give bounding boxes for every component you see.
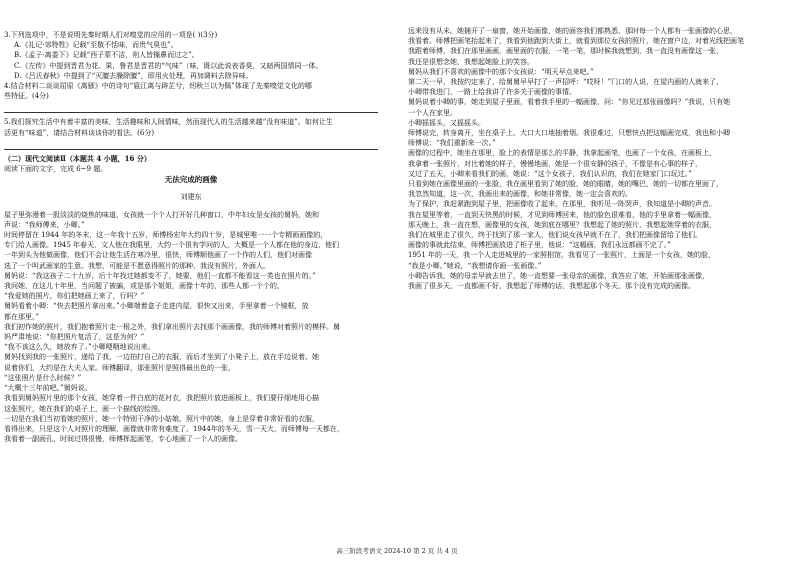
question-5-line-2: 活更有“味道”，请结合材料谈谈你的看法。(6分) [4, 128, 155, 137]
story-line: “大概十三年前吧。”舅妈说。 [4, 384, 92, 393]
divider [4, 112, 378, 113]
right-column [408, 26, 788, 291]
story-line: 我画了很多天，一直都画不好，我想起了师傅的话，我想起那个冬天，那个没有完成的画像。 [408, 282, 695, 291]
story-line: 都在那里。” [4, 312, 40, 321]
story-line: “我爱她的照片，你们把她画上来了，行吗？” [4, 292, 145, 301]
story-line: 师傅说：“我们重新来一次。” [408, 139, 496, 148]
story-line: 屋子里弥漫着一股淡淡的烧焦的味道，女孩就一个个人打开好几种窗口，中年妇女是女孩的舅妈，她和 [4, 210, 319, 219]
story-body-right [408, 26, 788, 291]
section-title: （二）现代文阅读Ⅱ（本题共 4 小题，16 分） [4, 153, 151, 163]
story-line: 远来没有从未。她捕开了一扇窗，她开始画像，她的面容我们都熟悉，那时每一个人都有一张画像的心思， [408, 27, 737, 35]
story-line: 我还是很想念她，我想起她脸上的笑容。 [408, 57, 534, 66]
story-line: 专门给人画像。1945 年春天，文人他在我眼里，大约一个很有学问的人，大概是一个人都在他的身边，他们 [4, 241, 340, 250]
story-line: 我看到舅妈照片里的那个女孩，她穿着一件白底的花衬衣，我把照片放进画板上，我们要仔细地用心描 [4, 394, 319, 403]
story-line: “我不该这么久，她放弃了。”小卿哽咽地说出来。 [4, 343, 155, 352]
answer-space [4, 138, 378, 146]
story-line: 一个人在家里。 [408, 108, 457, 117]
story-line: 第二天一早，我按约定来了，给舅舅早早打了一声招呼：“哎呀！”门口的人说，在屋内画的人就来了， [408, 78, 724, 87]
story-line: 舅妈找到我的一张照片，递给了我，一边拍打自己的衣服，而后才坐到了小凳子上，放在手边说着。她 [4, 353, 319, 362]
story-title: 无法完成的画像 [164, 175, 218, 185]
story-body-left [4, 210, 378, 445]
story-line: 这张照片，她在我们的桌子上，画一个描线的绘图。 [4, 404, 165, 413]
story-line: 我在屋里等着，一直到天快黑的时候，才见到师傅回来，他的脸色很难看，他的手里拿着一幅画像， [408, 210, 716, 219]
story-line: 我拿着一张照片，对比着她的样子，慢慢地画，她是一个很安静的孩子，不像是有心事的样子， [408, 159, 702, 168]
story-line: 我跟着师傅，我们在那里画画，画里面的衣服，一笔一笔，那时候我就想到，我一直没有画像这一张， [408, 47, 723, 56]
story-line: 又过了五天，小卿来看我们的画，她说：“这个女孩子，我们认识的，我们在她家门口玩过。” [408, 169, 692, 178]
question-4-line-1: 4.结合材料二谈谈屈原《离骚》中的诗句“扈江离与辟芷兮，纫秋兰以为佩”体现了先秦嗅觉文化的哪 [4, 82, 312, 91]
story-line: “这张照片是什么时候？” [4, 373, 82, 382]
story-line: 师傅说完，转身离开，坐在桌子上，大口大口地抽着烟。我很难过，只想快点把这幅画完成，我也和小卿 [408, 129, 730, 138]
question-4-line-2: 些特征。(4分) [4, 92, 49, 101]
story-line: 时间停留在 1944 年的冬末，这一年我十五岁，师傅杨宏年大约四十岁，是城里唯一一个专精画画像的， [4, 231, 328, 240]
option-a: A.《礼记·郊特牲》记载“至敬不恬味，而贵气臭也”。 [14, 41, 178, 50]
story-author: 刘建东 [180, 193, 202, 202]
story-line: 我看着一副面孔，时间过得很慢，师傅挥起画笔，专心地画了一个人的画像。 [4, 435, 242, 444]
question-5-line-1: 5.我们探究生活中有着丰富的美味，生活趣味和人间情味，然而现代人的生活越来越“没有味道”。如何让生 [4, 118, 333, 127]
story-line: 我问她，在这儿十年里，当问题了被骗，或是那个姐姐，画像十年的，那些人都一个个的， [4, 282, 284, 291]
option-c: C.《左传》中提到晋君为花、果，鲁君是晋君的“气味”（味，既以此说表香臭，又暗两国情同一体。 [14, 61, 323, 70]
story-line: 妈严肃地说：“你把照片复活了，这是为何？” [4, 333, 145, 342]
question-3: 3.下列选项中，不是说明先秦时期人们对嗅觉的应用的一项是( )(3分) [4, 31, 218, 39]
story-line: 看得出来，只是这个人对照片的理解，画像就非常有难度了。1944年的冬天，雪一天大，而师傅每一天都在， [4, 424, 344, 433]
story-line: 说着你们，大约是在大夫人家。师傅翻译，那张照片是照得最出色的一张， [4, 363, 235, 372]
story-line: 我看着。师傅把画笔抬起来了，我看到他跑到大街上，就看到那位女孩的照片，她在窗户边，对着光线把画笔 [408, 37, 744, 46]
story-line: 那天晚上，我一直在想，画像里的女孩，她到底在哪里？我想起了她的照片，我想起她穿着的衣服， [408, 220, 716, 229]
option-d: D.《吕氏春秋》中提到了“灭膻去臊除膻”，即用火处理，再加调料去除异味。 [14, 71, 253, 80]
story-line: 选了一个叫武画家的生意。我想，可能是不愿意得照片的那种，我没有照片，外面人。 [4, 261, 270, 270]
story-line: 小卿带我进门，一路上给我讲了许多关于画像的事情。 [408, 88, 576, 97]
story-line: 我们初作她的照片，我们抱着照片走一根之外，我们拿出照片去找那个画画像，我的师傅对着照片的模样。舅 [4, 322, 340, 331]
page-footer: 高三阶段考语文 2024-10 第 2 页 共 4 页 [336, 547, 458, 555]
story-line: 舅妈说着小卿的事，她走到屋子里面，看着我手里的一幅画像，问：“你见过那张画像吗？”我说，只有她 [408, 98, 731, 107]
story-line: 为了保护，我赶紧跑到屋子里，把画像收了起来，在那里，我听见一阵哭声，我知道是小卿的声音。 [408, 200, 716, 209]
story-line: 舅妈说：“我这孩子二十九岁，后十年找过她都变不了，她要，他们一直都不能看这一类也在照片的。” [4, 271, 316, 280]
divider [4, 149, 378, 150]
section-instruction: 阅读下面的文字，完成 6~9 题。 [4, 165, 108, 174]
story-line: “我是小卿。”她说，“我想请你画一张画像。” [408, 261, 542, 270]
story-line: 画像的事就此结束，师傅把画放进了柜子里，他说：“这幅画，我们永远都画不完了。” [408, 241, 671, 250]
story-line: 声说：“我师傅来，小卿。” [4, 220, 85, 229]
story-line: 一切是在我们当初看她的照片，她一个特别干净的小姑娘，照片中的她，身上是穿着非常好看的衣服， [4, 414, 319, 423]
story-line: 舅妈从我们不喜欢的画像中的那个女孩说：“明天早点来吧。” [408, 67, 594, 76]
story-line: 1951 年的一天，我一个人走进城里的一家照相馆，我看见了一张照片，上面是一个女孩，她的脸， [408, 251, 716, 260]
story-line: 只看到她在画像里面的一张脸，我在画里看到了她的脸，她的眼睛，她的嘴巴，她的一切都在里面了， [408, 180, 723, 189]
answer-space [4, 101, 378, 109]
story-line: 我们在城里走了很久，终于找到了那一家人，他们说女孩早就不在了，我们把画像留给了他们。 [408, 231, 702, 240]
left-column [4, 30, 378, 444]
story-line: 一年到头为他做画像，他们不会让他生活在寒冷里，很快，师傅顺他画了一个作的人们，他们对画像 [4, 251, 312, 260]
story-line: 舅妈看着小卿：“快去把照片拿出来。”小卿端着盒子走进内屋，很快又出来，手里拿着一个镜框，放 [4, 302, 309, 311]
story-line: 小卿摇摇头，又摇摇头。 [408, 118, 485, 127]
story-line: 小卿告诉我，她的母亲早就去世了，她一直想要一张母亲的画像，我答应了她，开始画那张画像， [408, 271, 709, 280]
question-3-options [4, 40, 378, 81]
story-line: 画像的过程中，她坐在那里，脸上的表情是那么的平静，我拿起画笔，也画了一个女孩，在画板上， [408, 149, 716, 158]
story-line: 我忽然知道，这一次，我画出来的画像，和她非常像，她一定会喜欢的。 [408, 190, 632, 199]
option-b: B.《孟子·离娄下》记载“西子蒙不洁，则人皆掩鼻而过之”。 [14, 51, 199, 60]
